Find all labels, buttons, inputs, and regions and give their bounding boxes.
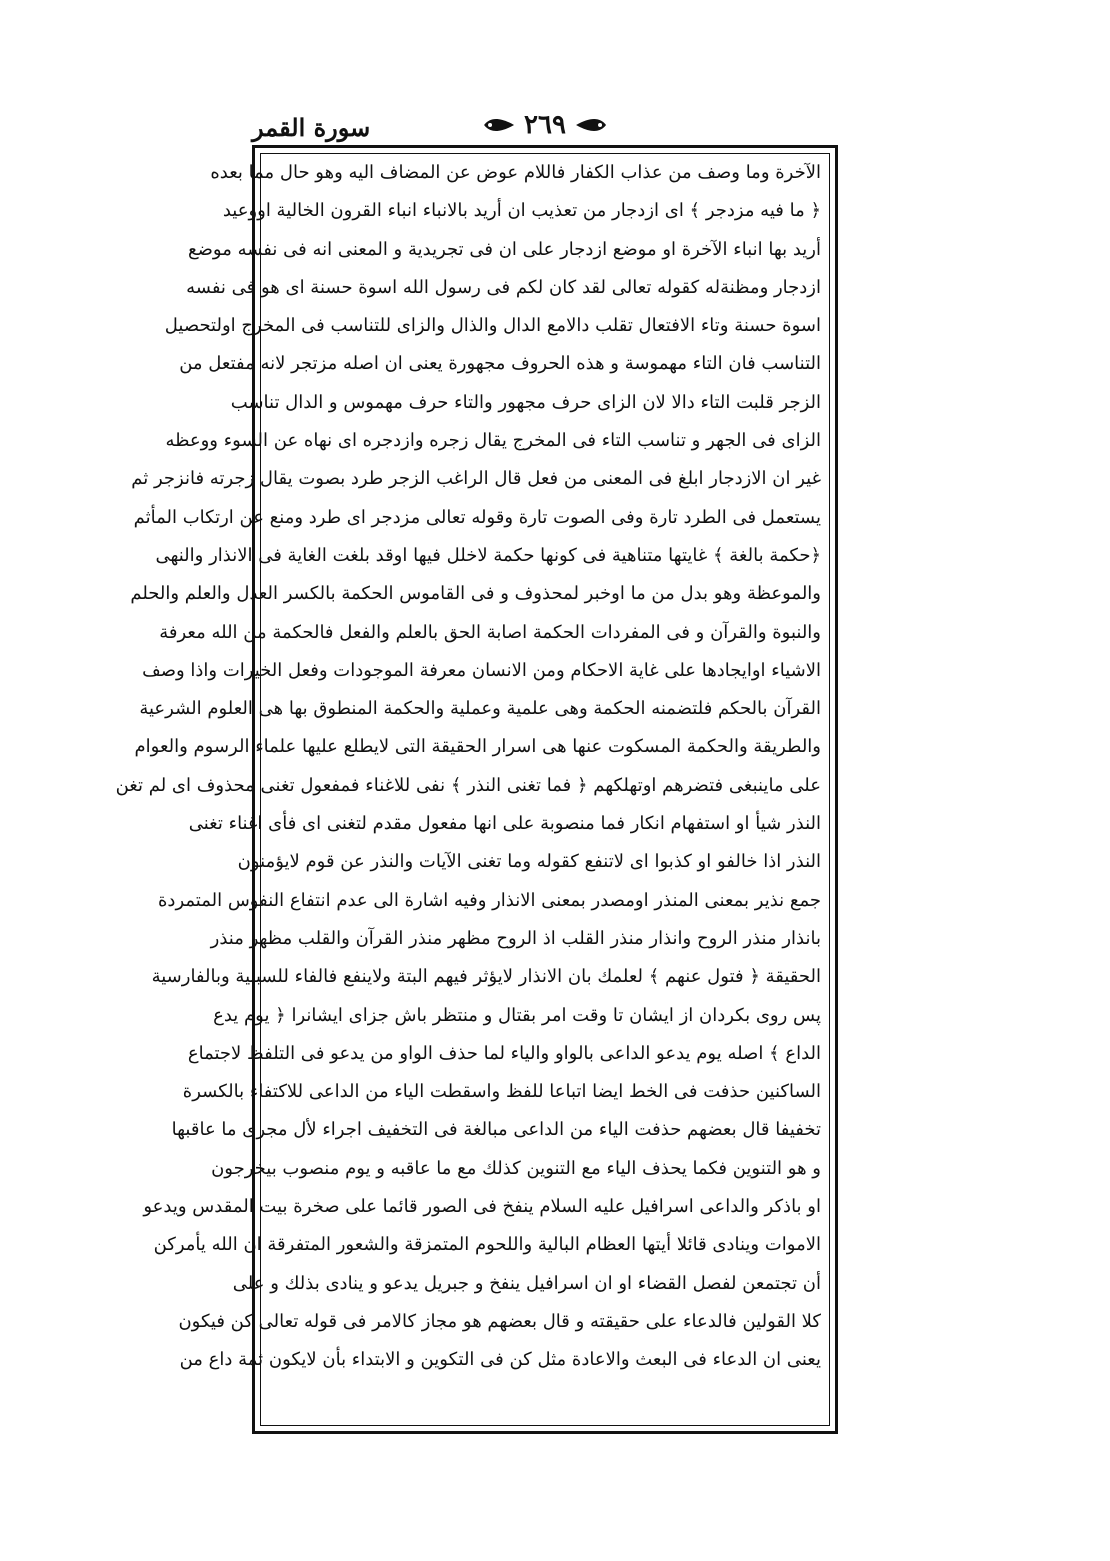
- text-line: الزاى فى الجهر و تناسب التاء فى المخرج يقال زجره وازدجره اى نهاه عن السوء ووعظه: [165, 430, 821, 452]
- text-line: تخفيفا قال بعضهم حذفت الياء من الداعى مبالغة فى التخفيف اجراء لأل مجرى ما عاقبها: [171, 1119, 821, 1141]
- text-line: والموعظة وهو بدل من ما اوخبر لمحذوف و فى القاموس الحكمة بالكسر العدل والعلم والحلم: [130, 583, 821, 605]
- page-number-ornament: [482, 110, 608, 140]
- text-line: جمع نذير بمعنى المنذر اومصدر بمعنى الانذار وفيه اشارة الى عدم انتفاع النفوس المتمردة: [158, 889, 821, 911]
- text-line: الساكنين حذفت فى الخط ايضا اتباعا للفظ واسقطت الياء من الداعى للاكتفاء بالكسرة: [182, 1081, 821, 1103]
- text-line: أريد بها انباء الآخرة او موضع ازدجار على ان فى تجريدية و المعنى انه فى نفسه موضع: [188, 238, 821, 260]
- body-text: [115, 154, 821, 1380]
- text-line: الاشياء اوايجادها على غاية الاحكام ومن الانسان معرفة الموجودات وفعل الخيرات واذا وصف: [142, 659, 821, 681]
- text-line: او باذكر والداعى اسرافيل عليه السلام ينفخ فى الصور قائما على صخرة بيت المقدس ويدعو: [143, 1196, 821, 1218]
- text-line: على ماينبغى فتضرهم اوتهلكهم ﴿ فما تغنى النذر ﴾ نفى للاغناء فمفعول تغنى محذوف اى لم تغن: [115, 774, 821, 796]
- text-line: والطريقة والحكمة المسكوت عنها هى اسرار الحقيقة التى لايطلع عليها علماء الرسوم والعوام: [134, 736, 821, 758]
- text-line: ﴿حكمة بالغة ﴾ غايتها متناهية فى كونها حكمة لاخلل فيها اوقد بلغت الغاية فى الانذار والنهى: [155, 544, 821, 566]
- text-line: كلا القولين فالدعاء على حقيقته و قال بعضهم هو مجاز كالامر فى قوله تعالى كن فيكون: [178, 1310, 821, 1332]
- text-line: ﴿ ما فيه مزدجر ﴾ اى ازدجار من تعذيب ان أريد بالانباء انباء القرون الخالية اووعيد: [222, 200, 821, 222]
- page-number: ٢٦٩: [524, 110, 566, 140]
- text-frame: [115, 145, 838, 1434]
- text-line: بانذار منذر الروح وانذار منذر القلب اذ الروح مظهر منذر القرآن والقلب مظهر منذر: [210, 927, 821, 949]
- text-line: الداع ﴾ اصله يوم يدعو الداعى بالواو والياء لما حذف الواو من يدعو فى التلفظ لاجتماع: [187, 1042, 821, 1064]
- text-line: پس روى بكردان از ايشان تا وقت امر بقتال و منتظر باش جزاى ايشانرا ﴿ يوم يدع: [213, 1004, 821, 1026]
- text-line: التناسب فان التاء مهموسة و هذه الحروف مجهورة يعنى ان اصله مزتجر لانه مفتعل من: [179, 353, 821, 375]
- text-line: اسوة حسنة وتاء الافتعال تقلب دالامع الدال والذال والزاى للتناسب فى المخرج اولتحصيل: [164, 315, 821, 337]
- text-line: ازدجار ومظنةله كقوله تعالى لقد كان لكم فى رسول الله اسوة حسنة اى هو فى نفسه: [186, 276, 821, 298]
- text-line: النذر اذا خالفو او كذبوا اى لاتنفع كقوله وما تغنى الآيات والنذر عن قوم لايؤمنون: [237, 851, 821, 873]
- text-line: الحقيقة ﴿ فتول عنهم ﴾ لعلمك بان الانذار لايؤثر فيهم البتة ولاينفع فالفاء للسببية وبالفارسية: [151, 966, 821, 988]
- text-line: غير ان الازدجار ابلغ فى المعنى من فعل قال الراغب الزجر طرد بصوت يقال زجرته فانزجر ثم: [131, 468, 821, 490]
- text-line: النذر شيأ او استفهام انكار فما منصوبة على انها مفعول مقدم لتغنى اى فأى اغناء تغنى: [188, 813, 821, 835]
- text-line: الاموات وينادى قائلا أيتها العظام البالية واللحوم المتمزقة والشعور المتفرقة ان الله يأمركن: [153, 1234, 821, 1256]
- text-line: و هو التنوين فكما يحذف الياء مع التنوين كذلك مع ما عاقبه و يوم منصوب بيخرجون: [211, 1157, 821, 1179]
- text-line: القرآن بالحكم فلتضمنه الحكمة وهى علمية وعملية والحكمة المنطوق بها هى العلوم الشرعية: [139, 698, 821, 720]
- ornament-right-icon: [574, 116, 608, 134]
- text-line: الزجر قلبت التاء دالا لان الزاى حرف مجهور والتاء حرف مهموس و الدال تناسب: [230, 391, 821, 413]
- ornament-left-icon: [482, 116, 516, 134]
- text-line: والنبوة والقرآن و فى المفردات الحكمة اصابة الحق بالعلم والفعل فالحكمة من الله معرفة: [159, 621, 821, 643]
- text-line: يستعمل فى الطرد تارة وفى الصوت تارة وقوله تعالى مزدجر اى طرد ومنع عن ارتكاب المأثم: [133, 506, 821, 528]
- text-line: الآخرة وما وصف من عذاب الكفار فاللام عوض عن المضاف اليه وهو حال مما بعده: [210, 162, 821, 183]
- text-line: يعنى ان الدعاء فى البعث والاعادة مثل كن فى التكوين و الابتداء بأن لايكون ثمة داع من: [179, 1349, 821, 1371]
- page-header: [252, 110, 838, 146]
- running-title: سورة القمر: [252, 113, 371, 142]
- text-line: أن تجتمعن لفصل القضاء او ان اسرافيل ينفخ و جبريل يدعو و ينادى بذلك و على: [232, 1272, 821, 1294]
